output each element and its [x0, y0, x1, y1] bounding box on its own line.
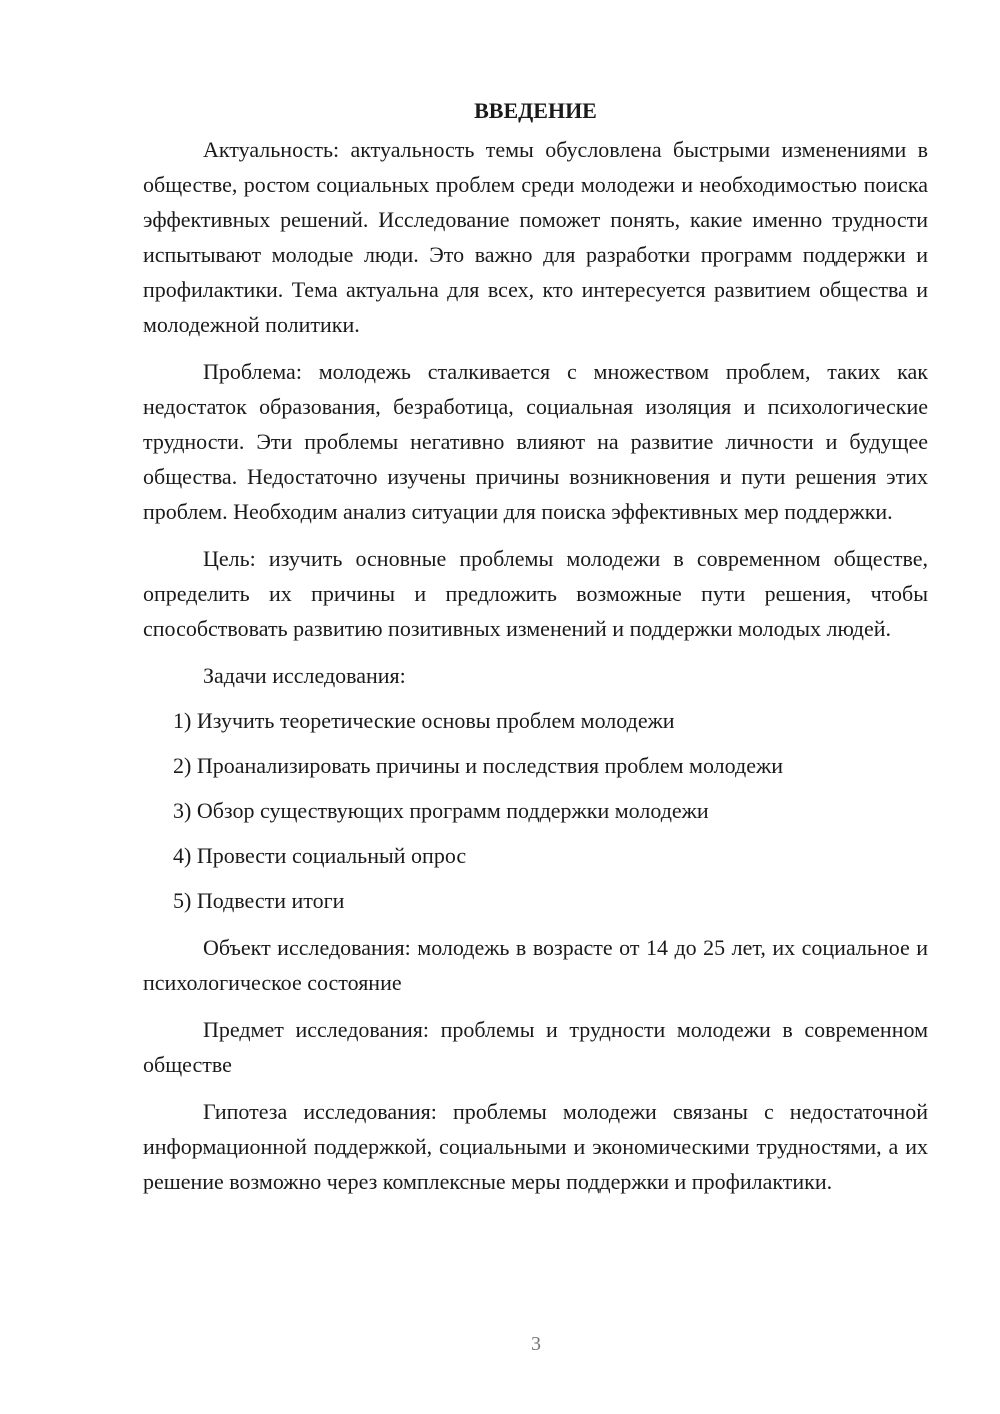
- object-paragraph: Объект исследования: молодежь в возрасте от 14 до 25 лет, их социальное и психологическое состояние: [143, 935, 928, 995]
- tasks-heading: Задачи исследования:: [203, 663, 406, 688]
- list-item: 5) Подвести итоги: [173, 888, 345, 913]
- tasks-list: [143, 703, 928, 918]
- subject-paragraph: Предмет исследования: проблемы и трудности молодежи в современном обществе: [143, 1017, 928, 1077]
- section-title: ВВЕДЕНИЕ: [474, 98, 597, 123]
- list-item: 1) Изучить теоретические основы проблем молодежи: [173, 708, 675, 733]
- problem-paragraph: Проблема: молодежь сталкивается с множеством проблем, таких как недостаток образования, безработица, социальная изоляция и психологические трудности. Эти проблемы негативно влияют на развитие личности и будущее общества. Недостаточно изучены причины возникновения и пути решения этих проблем. Необходим анализ ситуации для поиска эффективных мер поддержки.: [143, 359, 928, 524]
- list-item: 4) Провести социальный опрос: [173, 843, 467, 868]
- document-page: [143, 96, 928, 1211]
- list-item: 3) Обзор существующих программ поддержки молодежи: [173, 798, 709, 823]
- relevance-paragraph: Актуальность: актуальность темы обусловлена быстрыми изменениями в обществе, ростом социальных проблем среди молодежи и необходимостью поиска эффективных решений. Исследование поможет понять, какие именно трудности испытывают молодые люди. Это важно для разработки программ поддержки и профилактики. Тема актуальна для всех, кто интересуется развитием общества и молодежной политики.: [143, 137, 928, 337]
- page-number: 3: [531, 1333, 541, 1355]
- list-item: 2) Проанализировать причины и последствия проблем молодежи: [173, 753, 783, 778]
- hypothesis-paragraph: Гипотеза исследования: проблемы молодежи связаны с недостаточной информационной поддержкой, социальными и экономическими трудностями, а их решение возможно через комплексные меры поддержки и профилактики.: [143, 1099, 928, 1194]
- goal-paragraph: Цель: изучить основные проблемы молодежи в современном обществе, определить их причины и предложить возможные пути решения, чтобы способствовать развитию позитивных изменений и поддержки молодых людей.: [143, 546, 928, 641]
